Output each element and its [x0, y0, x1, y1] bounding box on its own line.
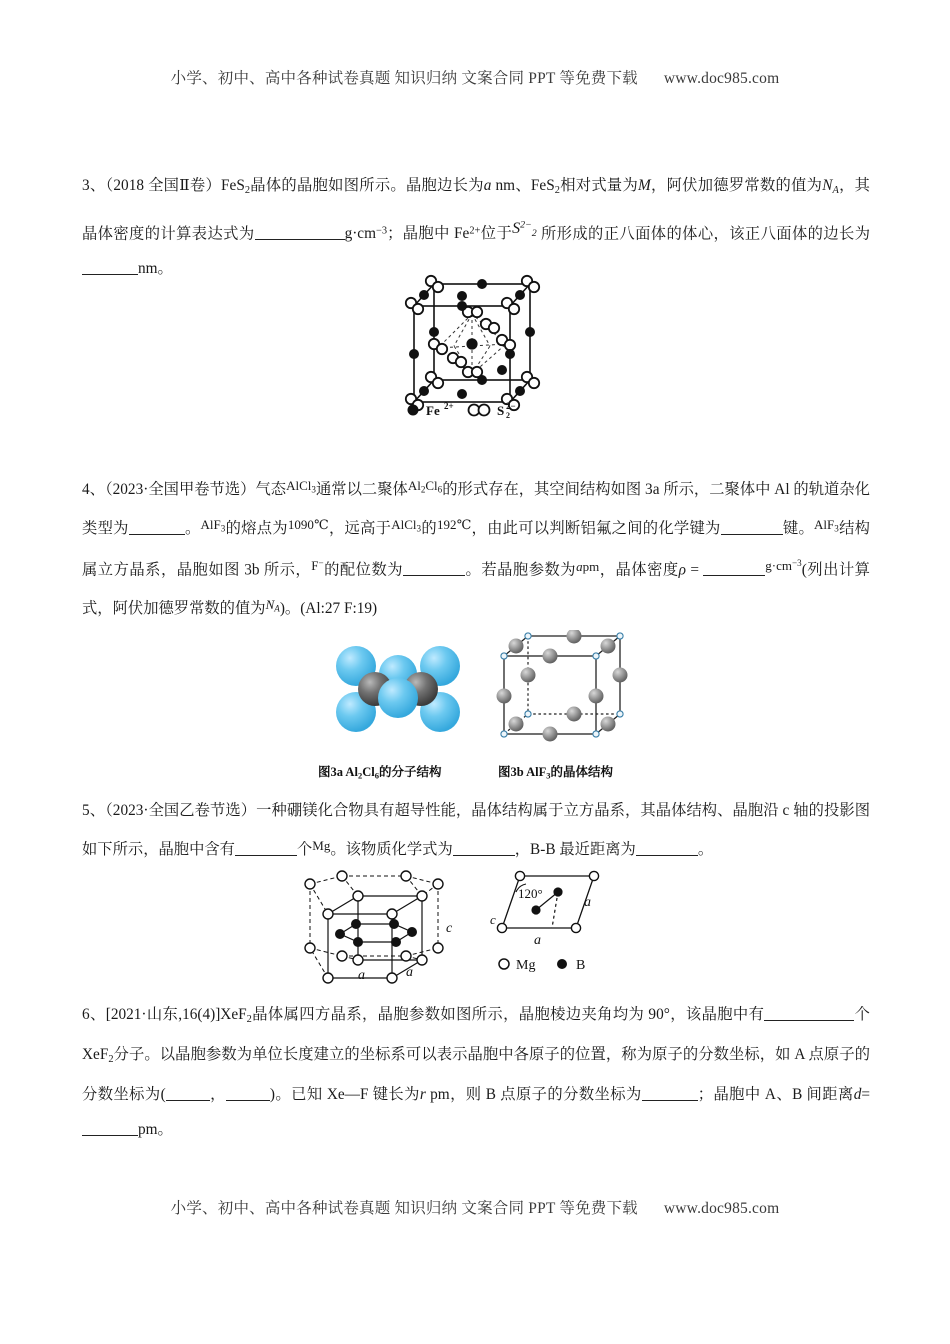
q4-formula-alf3-b: AlF3	[814, 517, 839, 534]
q6-blank-molecule-count[interactable]	[764, 1020, 854, 1021]
q5-element-mg: Mg	[312, 838, 331, 853]
legend-fe-label: Fe	[426, 403, 440, 418]
q4-temp-1: 1090℃	[287, 517, 329, 533]
question-5-text	[82, 793, 870, 867]
q4-seg11: 结构属立方晶系，晶胞如图 3b 所示，	[82, 520, 870, 579]
q6-var-d: d	[853, 1085, 862, 1103]
figure-3b-caption	[498, 762, 613, 780]
mgb2-unit-cell-figure	[296, 866, 486, 986]
q5-seg1: 一种硼镁化合物具有超导性能，晶体结构属于立方晶系，其晶体结构、晶胞沿 c 轴的投影图如下所示，晶胞中含有	[82, 802, 870, 858]
question-6	[82, 997, 870, 1147]
q4-seg8: 的	[421, 520, 437, 538]
q3-source: （2018 全国Ⅱ卷）	[105, 177, 222, 194]
q5-seg3: 。该物质化学式为	[330, 840, 453, 858]
q4-param-unit: pm	[582, 558, 600, 574]
q4-alf3b-sub: 3	[834, 523, 839, 534]
q4-rho: ρ	[678, 561, 686, 579]
q4-seg2: 通常以二聚体	[315, 480, 408, 498]
q5-blank-formula[interactable]	[453, 855, 515, 856]
mgb2-cell-svg	[296, 866, 486, 986]
q3-na-sub: A	[832, 184, 839, 196]
q6-seg4: 分子。以晶胞参数为单位长度建立的坐标系可以表示晶胞中各原子的位置，称为原子的分数坐标，如 A 点原子的分数坐标为(	[82, 1045, 870, 1103]
cl-bridge-bottom	[378, 678, 418, 718]
q3-var-a: a	[483, 177, 492, 194]
q6-xef2-sub2: 2	[108, 1053, 114, 1065]
q5-blank-mg-count[interactable]	[235, 855, 297, 856]
q4-unit-rho-sup: −3	[792, 558, 802, 569]
q6-seg2: 晶体属四方晶系，晶胞参数如图所示，晶胞棱边夹角均为 90°，该晶胞中有	[251, 1006, 765, 1023]
q4-eq: =	[690, 561, 699, 579]
q6-source: [2021·山东,16(4)]	[105, 1006, 221, 1023]
question-4-text	[82, 468, 870, 627]
alf3-svg	[490, 630, 640, 752]
mgb2-projection-figure	[490, 866, 630, 988]
q4-source: （2023·全国甲卷节选）	[104, 480, 256, 498]
al-edge-atoms	[497, 630, 628, 742]
header-url: www.doc985.com	[663, 70, 780, 87]
q4-ion-f: F−	[311, 558, 324, 574]
footer-url: www.doc985.com	[663, 1200, 780, 1217]
label-a-axis-2: a	[406, 965, 413, 980]
q5-seg5: 。	[697, 840, 714, 858]
fig3b-cap-s1: 3	[546, 770, 551, 781]
q6-blank-distance[interactable]	[82, 1135, 138, 1136]
q6-xef2-sub: 2	[246, 1013, 252, 1025]
boron-atoms	[335, 919, 417, 947]
figure-3a-caption	[318, 762, 441, 780]
q3-s2-ion: $S^{2-}2$	[512, 219, 537, 240]
q4-seg12: 的配位数为	[323, 561, 404, 579]
q4-temp-2: 192℃	[436, 517, 472, 533]
q3-seg9: 所形成的正八面体的体心，该正八面体的边长为	[536, 225, 870, 243]
q3-seg2: 晶体的晶胞如图所示。晶胞边长为	[250, 177, 484, 194]
q4-param-a: a	[576, 558, 583, 574]
q3-sub2: 2	[554, 184, 560, 196]
q3-seg6: ，其晶体密度的计算表达式为	[82, 177, 870, 243]
fig3b-cap-p2: 的晶体结构	[550, 765, 614, 779]
fes2-legend-svg	[404, 398, 564, 420]
fig3a-cap-s1: 2	[357, 770, 363, 781]
q3-seg5: ，阿伏加德罗常数的值为	[650, 177, 823, 194]
footer-text: 小学、初中、高中各种试卷真题 知识归纳 文案合同 PPT 等免费下载	[170, 1200, 638, 1217]
q4-formula-alf3-a: AlF3	[200, 517, 226, 534]
proj-label-a-bottom: a	[534, 933, 541, 948]
q6-seg7: ；晶胞中 A、B 间距离	[697, 1085, 854, 1103]
q4-seg5: 。	[184, 520, 201, 538]
q6-var-r: r	[419, 1085, 426, 1103]
q4-seg16: )。(Al:27 F:19)	[279, 600, 378, 618]
q3-unit-sup: −3	[376, 225, 388, 237]
legend-s-label: S	[497, 403, 505, 418]
q4-blank-coordination[interactable]	[403, 575, 465, 576]
q3-seg3: nm、FeS$_2$	[495, 177, 560, 196]
proj-label-c: c	[490, 912, 496, 927]
legend-s-charge: 2−	[506, 401, 516, 411]
q6-blank-coord-a[interactable]	[166, 1100, 210, 1101]
q6-number: 6、	[82, 1006, 106, 1023]
q5-source: （2023·全国乙卷节选）	[105, 802, 257, 819]
mgb2-projection-svg	[490, 866, 630, 988]
legend-b-label: B	[576, 958, 586, 973]
q4-seg10: 键。	[782, 520, 815, 538]
legend-fe-marker	[408, 405, 419, 416]
q4-na: NA	[265, 597, 280, 614]
q4-al2cl6-s2: 6	[437, 484, 443, 495]
q4-number: 4、	[82, 480, 105, 498]
page-header-watermark	[0, 66, 950, 88]
legend-mg-marker	[499, 959, 509, 969]
q3-blank-density[interactable]	[255, 239, 345, 240]
fig3b-cap-p1: 图3b AlF	[498, 765, 547, 779]
q3-s2-sup: 2−	[520, 219, 532, 231]
q4-blank-density[interactable]	[703, 575, 765, 576]
q4-formula-alcl3-b: AlCl3	[391, 517, 422, 534]
q3-unit-nm: nm。	[138, 260, 173, 278]
q6-seg8: =	[861, 1085, 870, 1103]
q6-seg5: )。已知 Xe—F 键长为	[269, 1085, 420, 1103]
q4-alcl3a-sub: 3	[311, 484, 316, 495]
header-text: 小学、初中、高中各种试卷真题 知识归纳 文案合同 PPT 等免费下载	[170, 70, 638, 87]
q4-formula-alcl3-a: AlCl3	[286, 478, 316, 495]
q4-f-charge: −	[318, 558, 324, 569]
q3-fe-charge: 2+	[469, 225, 481, 237]
fig3a-cap-p1: 图3a Al	[318, 765, 358, 779]
fig3a-cap-s2: 6	[374, 770, 379, 781]
legend-b-marker	[557, 959, 567, 969]
question-4	[82, 468, 870, 627]
q6-seg9: pm。	[138, 1120, 173, 1138]
q4-seg1: 气态	[255, 480, 287, 498]
q3-var-na: $N_A$	[822, 177, 839, 196]
q3-s2-sub: 2	[531, 228, 537, 240]
q4-alcl3b-sub: 3	[416, 523, 422, 534]
fig3a-cap-p2: Cl	[362, 765, 375, 779]
q6-formula-xef2: XeF$_2$	[220, 1006, 252, 1025]
q6-blank-coord-b-point[interactable]	[642, 1100, 698, 1101]
q3-unit-g: $g\cdot cm^{-3}$	[344, 225, 388, 243]
q3-var-m: M	[638, 177, 651, 194]
q4-al2cl6-s1: 2	[420, 484, 426, 495]
legend-s-marker-2	[479, 405, 490, 416]
q5-number: 5、	[82, 802, 106, 819]
q3-number: 3、	[82, 177, 106, 194]
q4-alf3a-sub: 3	[220, 523, 226, 534]
q4-seg3: 的形式存在，其空间结构如图 3a 所示，二聚体中 Al 的轨道杂化类型为	[82, 480, 870, 538]
legend-fe-charge: 2+	[444, 401, 454, 411]
q4-formula-al2cl6: Al2Cl6	[407, 478, 443, 495]
q4-seg14: ，晶体密度	[599, 561, 679, 579]
q4-unit-rho: g·cm−3	[765, 558, 802, 574]
q4-blank-bond[interactable]	[721, 534, 783, 535]
page-footer-watermark	[0, 1196, 950, 1218]
q5-blank-bb-distance[interactable]	[636, 855, 698, 856]
angle-label-120: 120°	[518, 886, 543, 901]
q4-blank-hybrid[interactable]	[129, 534, 185, 535]
legend-mg-label: Mg	[516, 958, 536, 973]
q3-formula-fes2: FeS$_2$	[221, 177, 251, 196]
q4-na-sub: A	[274, 603, 280, 614]
fes2-legend	[404, 398, 564, 420]
q4-seg7: ，远高于	[328, 520, 392, 538]
label-a-axis-1: a	[358, 968, 365, 983]
q3-seg4: 相对式量为	[559, 177, 639, 194]
al2cl6-molecule-figure	[328, 636, 468, 746]
q4-seg15: (列出计算式，阿伏加德罗常数的值为	[82, 561, 870, 618]
question-6-text	[82, 997, 870, 1147]
alf3-crystal-figure	[490, 630, 640, 752]
legend-s-sub: 2	[506, 411, 510, 420]
q5-seg2: 个	[296, 840, 313, 858]
q3-seg7: ；晶胞中 $Fe^{2+}$位于	[387, 225, 513, 243]
q6-seg3: 个 XeF$_2$	[82, 1006, 870, 1065]
al2cl6-svg	[328, 636, 468, 746]
label-c-axis: c	[446, 921, 453, 936]
q6-blank-coord-b[interactable]	[226, 1100, 270, 1101]
proj-label-a-right: a	[584, 895, 591, 910]
q4-seg9: ，由此可以判断铝氟之间的化学键为	[471, 520, 721, 538]
fig3a-cap-p3: 的分子结构	[378, 765, 442, 779]
q4-seg13: 。若晶胞参数为	[465, 561, 577, 579]
q6-coord-sep1: ，	[209, 1085, 226, 1103]
q5-seg4: ，B-B 最近距离为	[514, 840, 636, 858]
q3-sub: 2	[244, 184, 251, 196]
q4-seg6: 的熔点为	[225, 520, 288, 538]
q6-seg6: pm，则 B 点原子的分数坐标为	[430, 1085, 642, 1103]
question-5	[82, 793, 870, 867]
q3-blank-edge[interactable]	[82, 274, 138, 275]
